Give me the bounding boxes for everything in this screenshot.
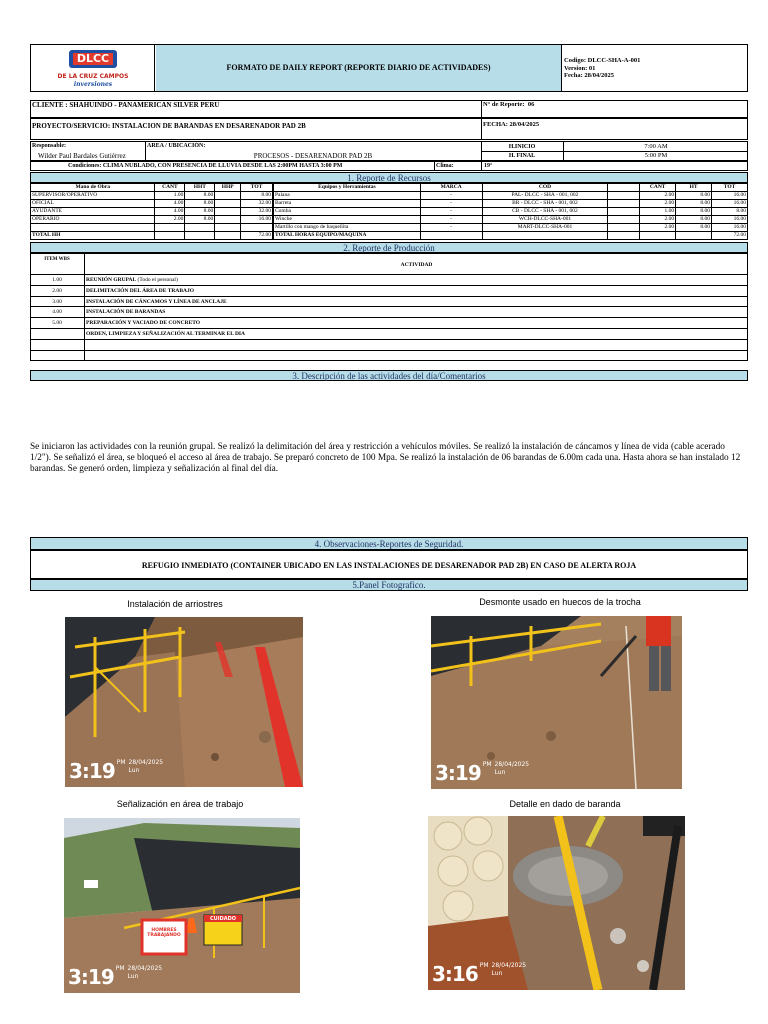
labor-hht: 8.00 [185,208,215,216]
equipment-name: Barreta [274,200,421,208]
climate-value: 19° [484,163,493,169]
labor-qty: 4.00 [155,208,185,216]
report-number: 06 [527,101,535,108]
company-logo [31,45,155,91]
start-time: 7:00 AM [644,143,668,150]
labor-total: 32.00 [241,208,273,216]
equipment-brand: - [420,200,482,208]
labor-hht: 8.00 [185,192,215,200]
equipment-brand: - [420,224,482,232]
activity-name: DELIMITACIÓN DEL ÁREA DE TRABAJO [86,287,194,294]
labor-hht: 8.00 [185,216,215,224]
equipment-hours: 8.00 [676,200,712,208]
equipment-header: TOT [712,184,748,192]
table-row [31,208,273,216]
section-description-title: 3. Descripción de las actividades del día/Comentarios [30,370,748,381]
activity-name: ORDEN, LIMPIEZA Y SEÑALIZACIÓN AL TERMINAR EL DIA [86,331,246,337]
labor-hhp [215,216,241,224]
labor-header: CANT [155,184,185,192]
table-row [31,192,273,200]
equipment-hours: 8.00 [676,208,712,216]
photo-railing-footing [428,816,685,990]
end-time-label: H. FINAL [508,153,536,159]
activity-item [86,287,194,295]
activity-item [86,298,227,306]
table-row [31,216,273,224]
labor-header: HHP [215,184,241,192]
labor-hht: 8.00 [185,200,215,208]
workers-sign: HOMBRES TRABAJANDO [147,928,181,938]
labor-qty: 2.00 [155,216,185,224]
equipment-total: 16.00 [712,200,748,208]
equipment-header: Equipos y Herramientas [274,184,421,192]
equipment-header: CANT [640,184,676,192]
labor-role: SUPERVISOR/OPERATIVO [31,192,155,200]
doc-code: Codigo: DLCC-SHA-A-001 [564,57,641,64]
equipment-header: HT [676,184,712,192]
activity-note: (Todo el personal) [136,277,178,283]
equipment-qty: 1.00 [640,208,676,216]
climate-label: Clima: [436,163,454,169]
table-row [274,216,748,224]
section-production-title: 2. Reporte de Producción [30,242,748,253]
labor-role: OPERARIO [31,216,155,224]
labor-role: OFICIAL [31,200,155,208]
activity-item [86,276,178,284]
equipment-grand-total: 72.00 [712,232,748,240]
photo-railing-bracing [65,617,303,787]
labor-qty: 1.00 [155,192,185,200]
photo-work-area-signage [64,818,300,993]
report-title: FORMATO DE DAILY REPORT (REPORTE DIARIO DE ACTIVIDADES) [156,45,562,91]
equipment-header [608,184,640,192]
equipment-name: Martillo con mango de baqueilita [274,224,421,232]
table-row [30,339,748,350]
equipment-name: Winche [274,216,421,224]
equipment-code: MART-DLCC-SHA-001 [482,224,608,232]
equipment-brand: - [420,192,482,200]
report-date: FECHA: 28/04/2025 [483,121,540,128]
labor-total-row [31,232,273,240]
labor-grand-total: 72.00 [241,232,273,240]
labor-total [241,224,273,232]
equipment-total: 16.00 [712,192,748,200]
equipment-qty: 2.00 [640,224,676,232]
equipment-header: MARCA [420,184,482,192]
timestamp-overlay: 3:19 $^{PM}$ 28/04/2025 Lun [435,761,530,785]
equipment-hours: 8.00 [676,216,712,224]
labor-hhp [215,192,241,200]
client-name: CLIENTE : SHAHUINDO - PANAMERICAN SILVER PERU [32,101,220,109]
equipment-total-label: TOTAL HORAS EQUIPO/MAQUINA [274,232,421,240]
weather-conditions: Condiciones: CLIMA NUBLADO, CON PRESENCIA DE LLUVIA DESDE LAS 2:00PM HASTA 3:00 PM [68,163,343,169]
table-row [274,192,748,200]
doc-version: Version: 01 [564,65,596,72]
description-text: Se iniciaron las actividades con la reunión grupal. Se realizó la delimitación del área y restricción a vehículos móviles. Se realizó la instalación de cáncamos y línea de vida (cable acerado 1/2"). Se señalizó el área, se bloqueó el acceso al área de trabajo. Se preparó concreto de 100 Mpa. Se realizó la instalación de 06 barandas de 6.00m cada una. Hasta ahora se han instalado 12 barandas. Se generó orden, limpieza y señalización al final del día. [30,442,741,474]
start-time-label: H.INICIO [508,144,536,150]
equipment-total: 8.00 [712,208,748,216]
photo-caption: Instalación de arriostres [127,599,223,609]
labor-total: 32.00 [241,200,273,208]
timestamp-overlay: 3:16 $^{PM}$ 28/04/2025 Lun [432,962,527,986]
equipment-total: 16.00 [712,224,748,232]
equipment-hours: 8.00 [676,224,712,232]
table-row [30,350,748,361]
logo-monogram: DLCC [76,52,110,65]
equipment-header-row [274,184,748,192]
item-number: 3.00 [52,298,62,305]
photo-caption: Desmonte usado en huecos de la trocha [479,597,641,607]
labor-hht [185,224,215,232]
end-time: 5:00 PM [644,152,668,159]
labor-qty: 4.00 [155,200,185,208]
section-observations-title: 4. Observaciones-Reportes de Seguridad. [30,537,748,550]
timestamp-overlay: 3:19 $^{PM}$ 28/04/2025 Lun [68,965,163,989]
area-label: AREA / UBICACIÓN: [147,143,206,149]
activity-item [86,308,165,316]
logo-company-name: DE LA CRUZ CAMPOS [57,73,129,80]
item-number: 5.00 [52,320,62,327]
equipment-name: Comba [274,208,421,216]
photo-debris-in-holes [431,616,682,789]
equipment-brand: - [420,208,482,216]
item-number: 4.00 [52,309,62,316]
labor-header: Mano de Obra [31,184,155,192]
equipment-name: Palana [274,192,421,200]
logo-subtitle: inversiones [73,81,113,88]
equipment-total-row [274,232,748,240]
activity-name: PREPARACIÓN Y VACIADO DE CONCRETO [86,320,201,327]
photo-caption: Detalle en dado de baranda [509,799,621,809]
doc-date: Fecha: 28/04/2025 [564,72,615,79]
activity-name: REUNIÓN GRUPAL [86,277,137,283]
labor-qty [155,224,185,232]
photo-caption: Señalización en área de trabajo [116,799,244,809]
safety-observation: REFUGIO INMEDIATO (CONTAINER UBICADO EN LAS INSTALACIONES DE DESARENADOR PAD 2B) EN CASO DE ALERTA ROJA [30,550,748,579]
report-number-label: N° de Reporte: 06 [483,101,535,108]
timestamp-overlay: 3:19 $^{PM}$ 28/04/2025 Lun [69,759,164,783]
labor-total: 8.00 [241,192,273,200]
labor-hhp [215,200,241,208]
section-photos-title: 5.Panel Fotografico. [30,579,748,591]
equipment-total: 16.00 [712,216,748,224]
item-wbs-header: ITEM WBS [44,257,70,262]
table-row [274,200,748,208]
equipment-table [273,183,748,240]
equipment-qty: 2.00 [640,192,676,200]
table-row [31,224,273,232]
equipment-code: CB - DLCC - SHA - 001, 002 [482,208,608,216]
equipment-qty: 2.00 [640,200,676,208]
equipment-code: WCH-DLCC-SHA-001 [482,216,608,224]
activity-header: ACTIVIDAD [400,262,433,268]
table-row [274,224,748,232]
equipment-qty: 2.00 [640,216,676,224]
equipment-code: PAL- DLCC - SHA - 001, 002 [482,192,608,200]
activity-item [86,330,245,338]
project-name: PROYECTO/SERVICIO: INSTALACION DE BARANDAS EN DESARENADOR PAD 2B [32,122,306,130]
responsible-label: Responsable: [32,143,67,149]
activity-name: INSTALACIÓN DE BARANDAS [86,309,166,316]
labor-total: 16.00 [241,216,273,224]
labor-table [30,183,273,240]
equipment-brand: - [420,216,482,224]
responsible-name: Wilder Paul Bardales Gutiérrez [38,152,126,160]
equipment-code: BR - DLCC - SHA - 001, 002 [482,200,608,208]
activity-name: INSTALACIÓN DE CÁNCAMOS Y LÍNEA DE ANCLAJE [86,298,227,305]
section-resources-title: 1. Reporte de Recursos [30,172,748,183]
caution-sign: CUIDADO [209,916,236,922]
labor-header: HHT [185,184,215,192]
labor-hhp [215,208,241,216]
item-number: 2.00 [52,287,62,294]
labor-header-row [31,184,273,192]
labor-role: AYUDANTE [31,208,155,216]
labor-hhp [215,224,241,232]
labor-role [31,224,155,232]
equipment-hours: 8.00 [676,192,712,200]
table-row [274,208,748,216]
area-value: PROCESOS - DESARENADOR PAD 2B [253,152,373,160]
labor-total-label: TOTAL HH [31,232,155,240]
item-number: 1.00 [52,277,62,283]
table-row [31,200,273,208]
labor-header: TOT [241,184,273,192]
activity-item [86,319,200,327]
equipment-header: COD [482,184,608,192]
